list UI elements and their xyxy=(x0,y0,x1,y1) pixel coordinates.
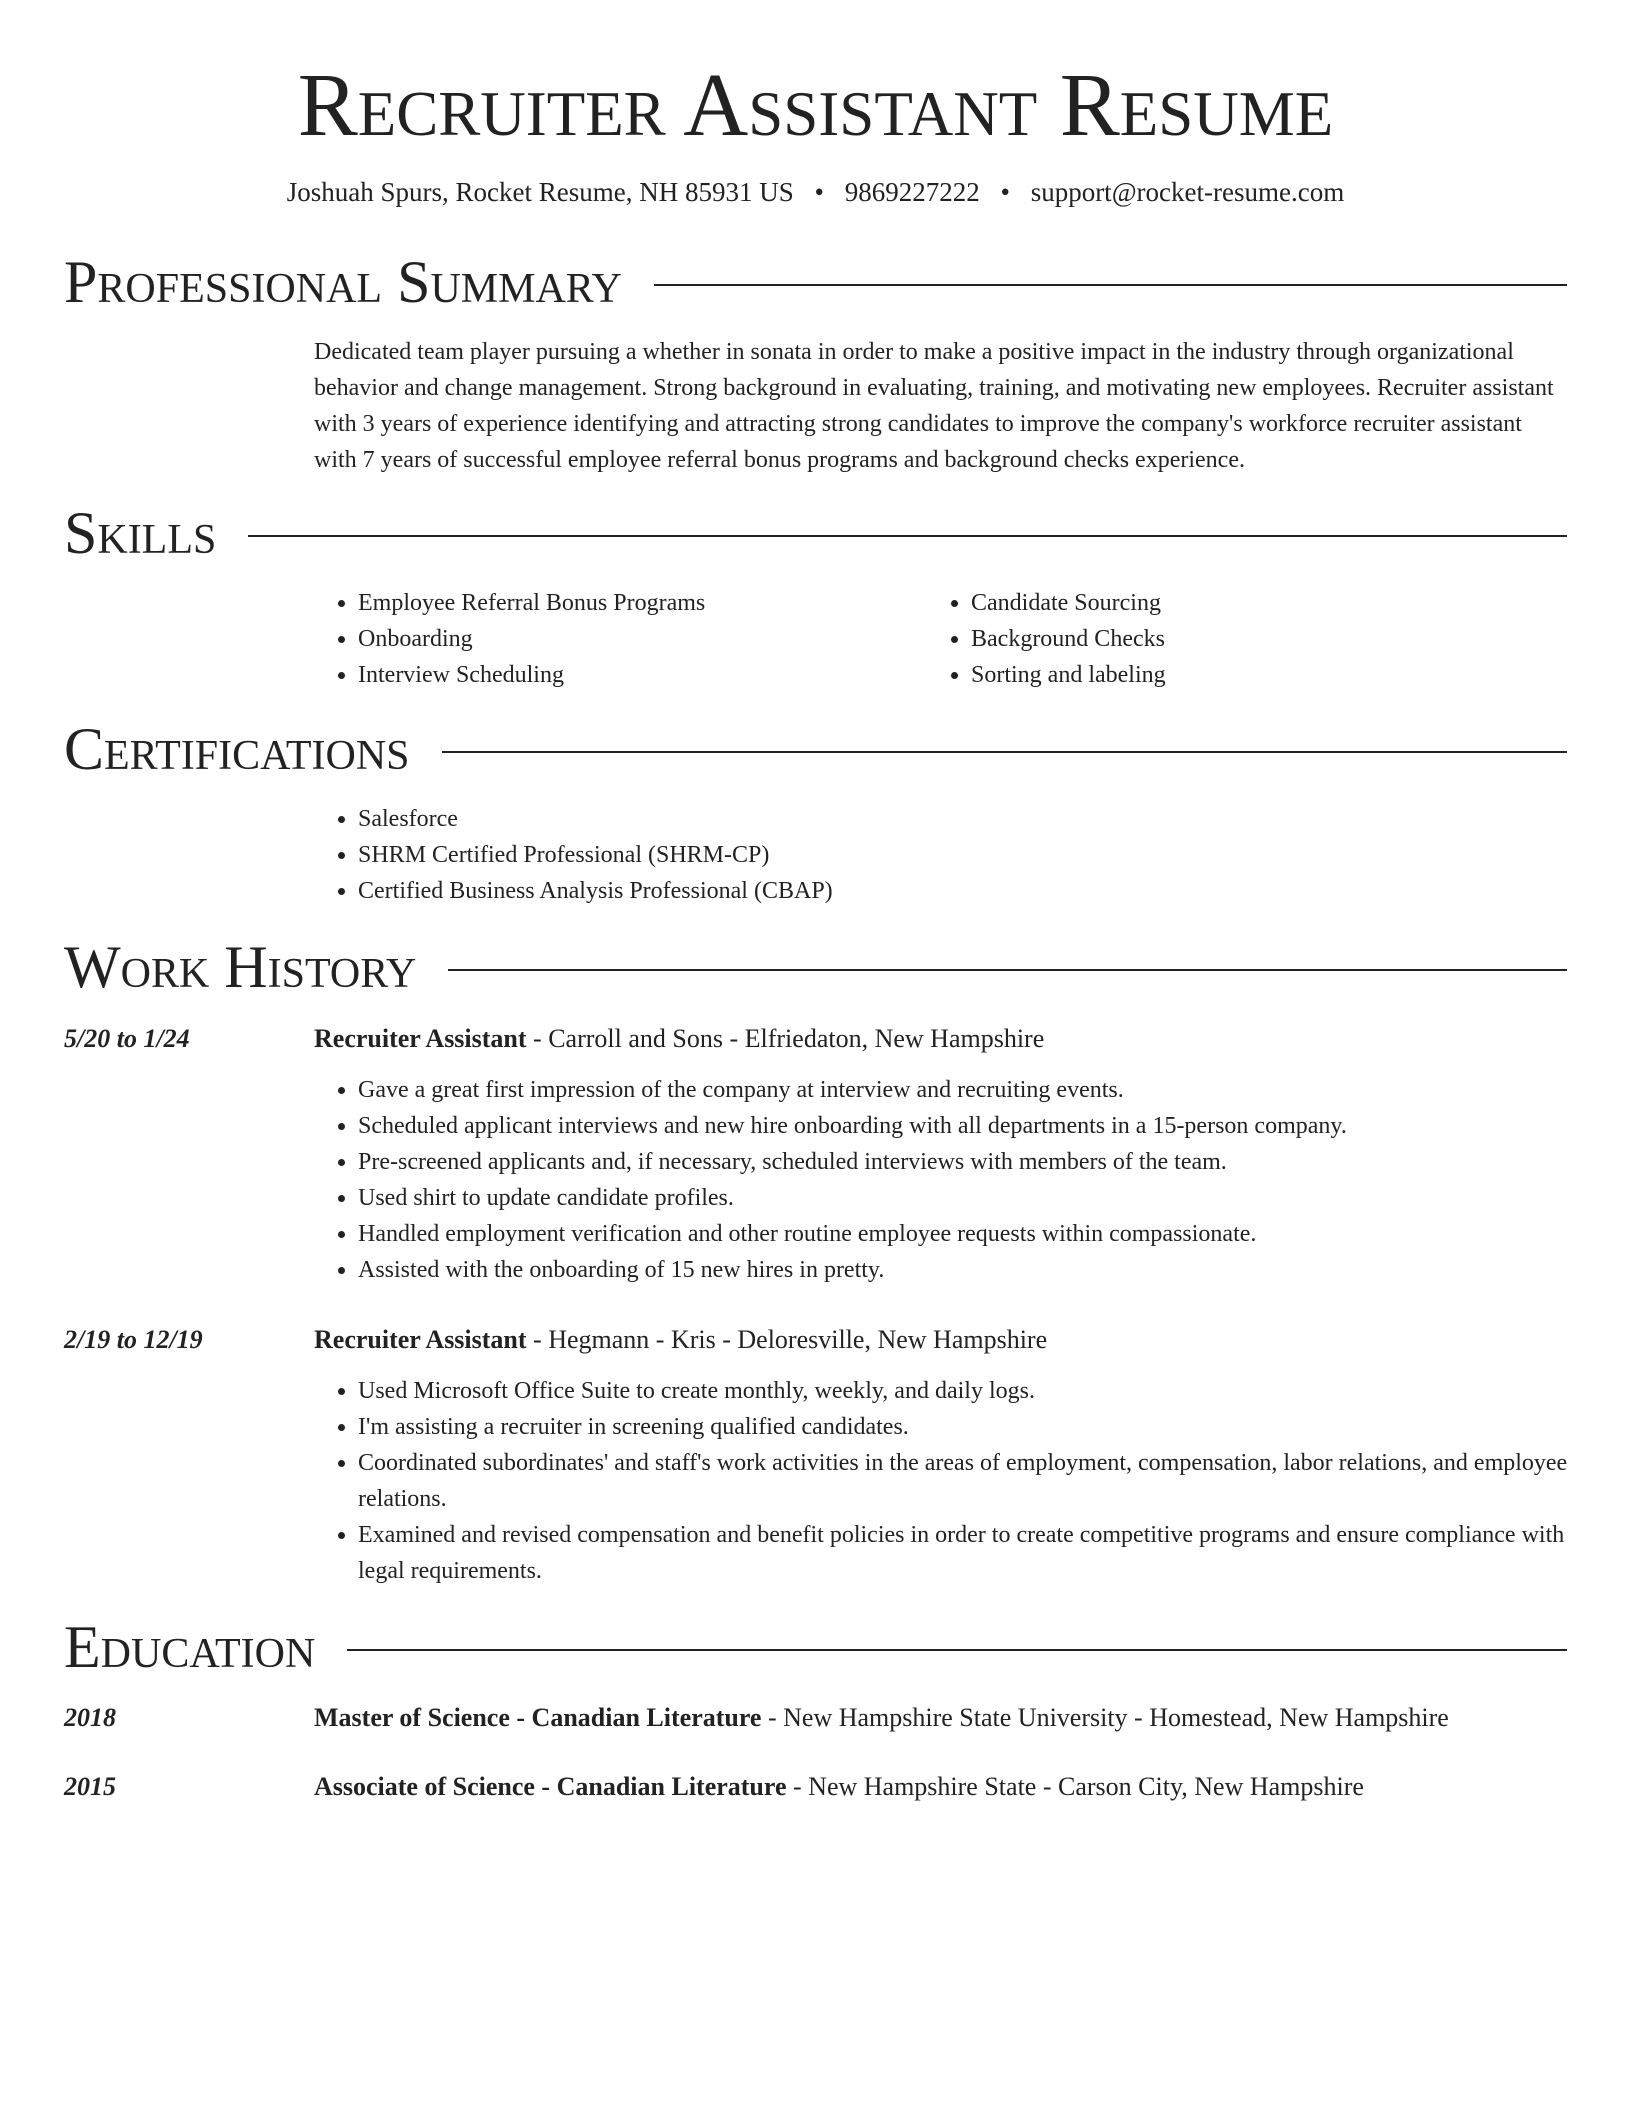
certification-item: • Salesforce xyxy=(358,801,1568,837)
job-duty: • Used shirt to update candidate profiles. xyxy=(358,1180,1568,1216)
education-school: - New Hampshire State University - Homestead, New Hampshire xyxy=(761,1703,1449,1732)
contact-line xyxy=(64,172,1567,212)
job-duties-list xyxy=(314,1072,1568,1288)
summary-text: Dedicated team player pursuing a whether in sonata in order to make a positive impact in the industry through organizational behavior and change management. Strong background in evaluating, training, and motivating new employees. Recruiter assistant with 3 years of experience identifying and attracting strong candidates to improve the company's workforce recruiter assistant with 7 years of successful employee referral bonus programs and background checks experience. xyxy=(314,339,1554,473)
section-divider xyxy=(347,1649,1567,1651)
contact-phone: 9869227222 xyxy=(844,177,980,207)
certification-item: • Certified Business Analysis Professional (CBAP) xyxy=(358,873,1568,909)
education-degree: Associate of Science - Canadian Literature xyxy=(314,1772,787,1801)
skill-item: • Background Checks xyxy=(971,621,1591,657)
job-duty: • Examined and revised compensation and benefit policies in order to create competitive programs and ensure compliance with legal requirements. xyxy=(358,1517,1568,1589)
job-duty: • Scheduled applicant interviews and new hire onboarding with all departments in a 15-person company. xyxy=(358,1108,1568,1144)
contact-separator: • xyxy=(1000,177,1010,207)
section-divider xyxy=(448,969,1567,971)
education-date: 2015 xyxy=(64,1772,116,1801)
job-duty: • I'm assisting a recruiter in screening qualified candidates. xyxy=(358,1409,1568,1445)
education-school: - New Hampshire State - Carson City, New Hampshire xyxy=(786,1772,1364,1801)
contact-address: Joshuah Spurs, Rocket Resume, NH 85931 US xyxy=(286,177,794,207)
section-title: Professional Summary xyxy=(64,249,622,315)
section-title: Education xyxy=(64,1614,316,1680)
certifications-list xyxy=(314,801,1568,909)
education-entry xyxy=(314,1700,1567,1736)
section-title: Work History xyxy=(64,934,417,1000)
job-duty: • Pre-screened applicants and, if necessary, scheduled interviews with members of the team. xyxy=(358,1144,1568,1180)
job-employer: - Carroll and Sons - Elfriedaton, New Hampshire xyxy=(526,1024,1045,1053)
skill-item: • Employee Referral Bonus Programs xyxy=(358,585,918,621)
job-title xyxy=(314,1322,1567,1358)
job-role: Recruiter Assistant xyxy=(314,1325,527,1354)
section-divider xyxy=(442,751,1567,753)
section-title: Certifications xyxy=(64,716,410,782)
contact-separator: • xyxy=(814,177,824,207)
section-title: Skills xyxy=(64,500,217,566)
resume-title: Recruiter Assistant Resume xyxy=(297,56,1334,155)
job-employer: - Hegmann - Kris - Deloresville, New Hampshire xyxy=(526,1325,1048,1354)
job-duties-list xyxy=(314,1373,1568,1589)
job-title xyxy=(314,1021,1567,1057)
section-heading-summary xyxy=(64,250,1567,314)
job-duty: • Used Microsoft Office Suite to create monthly, weekly, and daily logs. xyxy=(358,1373,1568,1409)
job-duty: • Assisted with the onboarding of 15 new hires in pretty. xyxy=(358,1252,1568,1288)
education-degree: Master of Science - Canadian Literature xyxy=(314,1703,762,1732)
skills-list-left xyxy=(314,585,918,693)
contact-email: support@rocket-resume.com xyxy=(1030,177,1345,207)
skill-item: • Interview Scheduling xyxy=(358,657,918,693)
skills-list-right xyxy=(927,585,1591,693)
education-entry xyxy=(314,1769,1567,1805)
education-date: 2018 xyxy=(64,1703,116,1732)
skill-item: • Onboarding xyxy=(358,621,918,657)
section-heading-certifications xyxy=(64,717,1567,781)
job-role: Recruiter Assistant xyxy=(314,1024,527,1053)
section-heading-education xyxy=(64,1615,1567,1679)
section-heading-work-history xyxy=(64,935,1567,999)
section-divider xyxy=(654,284,1567,286)
job-duty: • Coordinated subordinates' and staff's work activities in the areas of employment, compensation, labor relations, and employee relations. xyxy=(358,1445,1568,1517)
section-heading-skills xyxy=(64,501,1567,565)
section-divider xyxy=(248,535,1567,537)
skill-item: • Sorting and labeling xyxy=(971,657,1591,693)
job-date: 2/19 to 12/19 xyxy=(64,1325,203,1354)
certification-item: • SHRM Certified Professional (SHRM-CP) xyxy=(358,837,1568,873)
job-date: 5/20 to 1/24 xyxy=(64,1024,190,1053)
job-duty: • Handled employment verification and other routine employee requests within compassionate. xyxy=(358,1216,1568,1252)
job-duty: • Gave a great first impression of the company at interview and recruiting events. xyxy=(358,1072,1568,1108)
skill-item: • Candidate Sourcing xyxy=(971,585,1591,621)
